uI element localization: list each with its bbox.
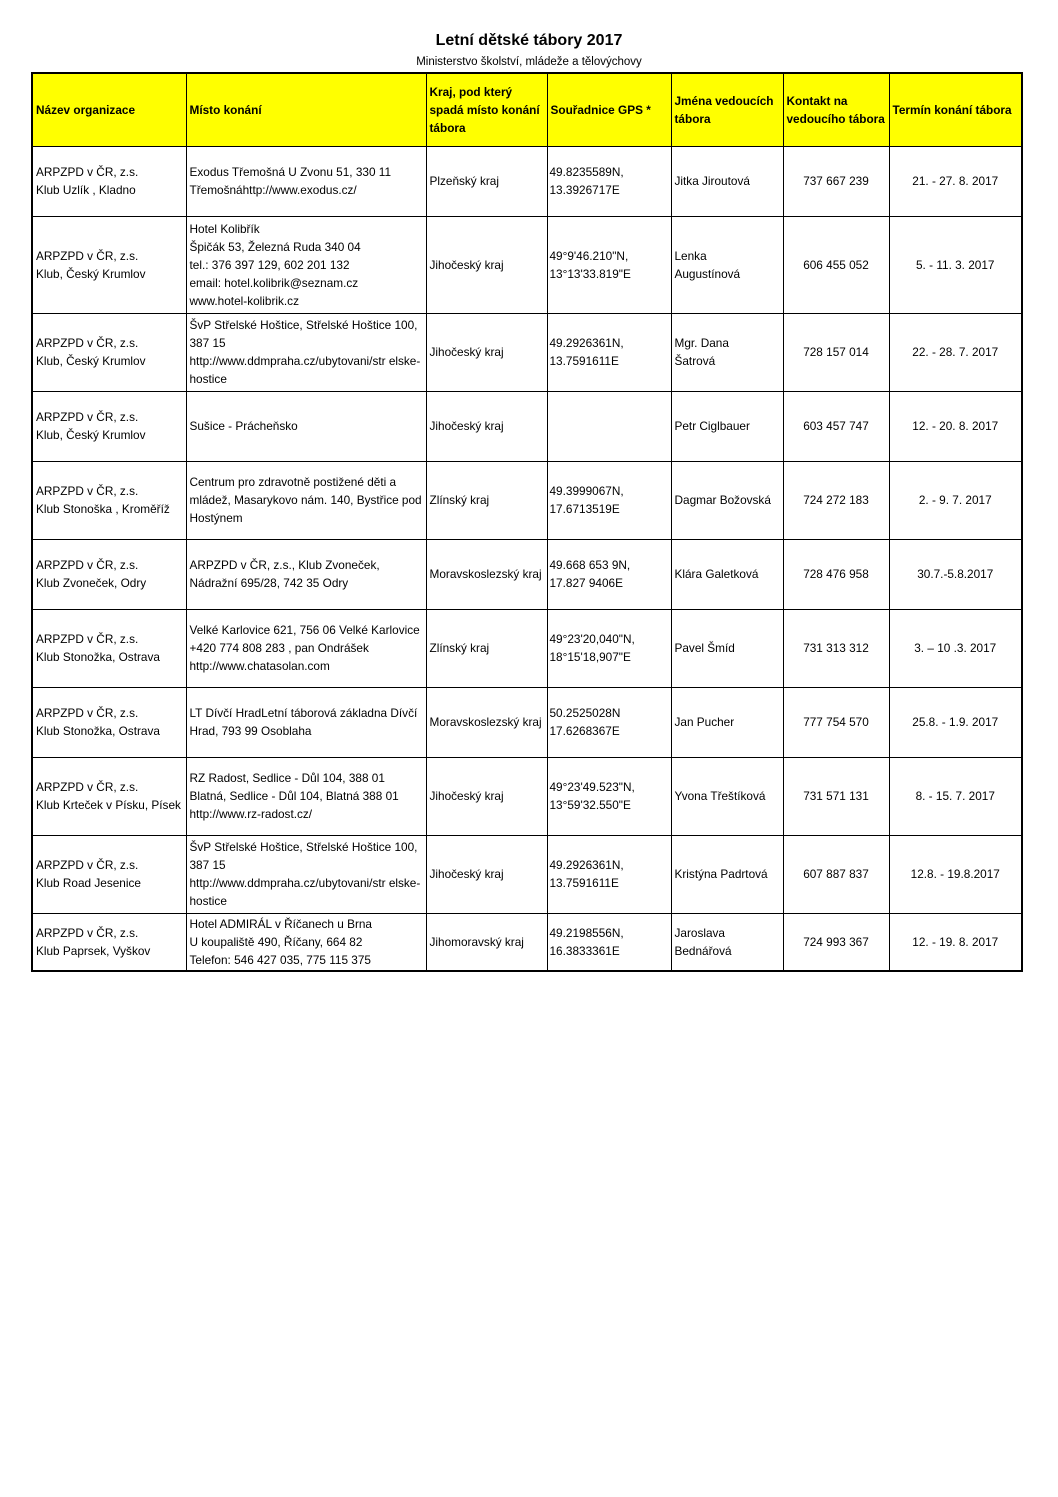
cell-leaders: Jaroslava Bednářová — [671, 913, 783, 971]
cell-leaders: Yvona Třeštíková — [671, 757, 783, 835]
cell-region: Jihočeský kraj — [426, 313, 547, 391]
cell-term: 3. – 10 .3. 2017 — [889, 609, 1022, 687]
cell-term: 25.8. - 1.9. 2017 — [889, 687, 1022, 757]
cell-place: Sušice - Prácheňsko — [186, 391, 426, 461]
cell-leaders: Jan Pucher — [671, 687, 783, 757]
cell-region: Jihočeský kraj — [426, 216, 547, 313]
cell-term: 12. - 20. 8. 2017 — [889, 391, 1022, 461]
table-row — [32, 216, 1022, 313]
header-gps: Souřadnice GPS * — [547, 73, 671, 146]
cell-contact: 731 571 131 — [783, 757, 889, 835]
cell-gps: 50.2525028N 17.6268367E — [547, 687, 671, 757]
cell-region: Jihočeský kraj — [426, 835, 547, 913]
cell-place: ŠvP Střelské Hoštice, Střelské Hoštice 100, 387 15 http://www.ddmpraha.cz/ubytovani/str elske-hostice — [186, 313, 426, 391]
cell-organization: ARPZPD v ČR, z.s. Klub, Český Krumlov — [32, 313, 186, 391]
table-row — [32, 391, 1022, 461]
document-subtitle: Ministerstvo školství, mládeže a tělovýchovy — [416, 56, 642, 68]
cell-gps: 49.2198556N, 16.3833361E — [547, 913, 671, 971]
cell-contact: 737 667 239 — [783, 146, 889, 216]
cell-contact: 606 455 052 — [783, 216, 889, 313]
cell-place: ARPZPD v ČR, z.s., Klub Zvoneček, Nádražní 695/28, 742 35 Odry — [186, 539, 426, 609]
cell-gps — [547, 391, 671, 461]
cell-organization: ARPZPD v ČR, z.s. Klub Stonožka, Ostrava — [32, 687, 186, 757]
cell-gps: 49.2926361N, 13.7591611E — [547, 835, 671, 913]
cell-gps: 49°9'46.210"N, 13°13'33.819"E — [547, 216, 671, 313]
table-row — [32, 913, 1022, 971]
cell-organization: ARPZPD v ČR, z.s. Klub Stonoška , Kroměříž — [32, 461, 186, 539]
table-row — [32, 146, 1022, 216]
table-row — [32, 757, 1022, 835]
cell-organization: ARPZPD v ČR, z.s. Klub Paprsek, Vyškov — [32, 913, 186, 971]
cell-leaders: Dagmar Božovská — [671, 461, 783, 539]
cell-contact: 607 887 837 — [783, 835, 889, 913]
cell-term: 22. - 28. 7. 2017 — [889, 313, 1022, 391]
cell-region: Zlínský kraj — [426, 461, 547, 539]
cell-place: Centrum pro zdravotně postižené děti a mládež, Masarykovo nám. 140, Bystřice pod Hostýnem — [186, 461, 426, 539]
cell-place: LT Dívčí HradLetní táborová základna Dívčí Hrad, 793 99 Osoblaha — [186, 687, 426, 757]
cell-contact: 724 272 183 — [783, 461, 889, 539]
table-header-row — [32, 73, 1022, 146]
table-row — [32, 835, 1022, 913]
cell-organization: ARPZPD v ČR, z.s. Klub, Český Krumlov — [32, 216, 186, 313]
cell-term: 5. - 11. 3. 2017 — [889, 216, 1022, 313]
cell-organization: ARPZPD v ČR, z.s. Klub Zvoneček, Odry — [32, 539, 186, 609]
cell-region: Zlínský kraj — [426, 609, 547, 687]
cell-contact: 724 993 367 — [783, 913, 889, 971]
cell-contact: 777 754 570 — [783, 687, 889, 757]
cell-place: Velké Karlovice 621, 756 06 Velké Karlovice +420 774 808 283 , pan Ondrášek http://www.chatasolan.com — [186, 609, 426, 687]
cell-organization: ARPZPD v ČR, z.s. Klub Stonožka, Ostrava — [32, 609, 186, 687]
cell-term: 8. - 15. 7. 2017 — [889, 757, 1022, 835]
cell-leaders: Petr Ciglbauer — [671, 391, 783, 461]
cell-gps: 49.668 653 9N, 17.827 9406E — [547, 539, 671, 609]
cell-region: Moravskoslezský kraj — [426, 539, 547, 609]
cell-place: RZ Radost, Sedlice - Důl 104, 388 01 Blatná, Sedlice - Důl 104, Blatná 388 01 http://www.rz-radost.cz/ — [186, 757, 426, 835]
cell-organization: ARPZPD v ČR, z.s. Klub Krteček v Písku, Písek — [32, 757, 186, 835]
cell-place: Hotel ADMIRÁL v Říčanech u Brna U koupaliště 490, Říčany, 664 82 Telefon: 546 427 035, 775 115 375 — [186, 913, 426, 971]
header-term: Termín konání tábora — [889, 73, 1022, 146]
cell-term: 30.7.-5.8.2017 — [889, 539, 1022, 609]
cell-region: Jihočeský kraj — [426, 391, 547, 461]
cell-region: Plzeňský kraj — [426, 146, 547, 216]
cell-leaders: Lenka Augustínová — [671, 216, 783, 313]
cell-term: 21. - 27. 8. 2017 — [889, 146, 1022, 216]
cell-place: ŠvP Střelské Hoštice, Střelské Hoštice 100, 387 15 http://www.ddmpraha.cz/ubytovani/str elske-hostice — [186, 835, 426, 913]
cell-gps: 49°23'49.523"N, 13°59'32.550"E — [547, 757, 671, 835]
cell-leaders: Klára Galetková — [671, 539, 783, 609]
cell-gps: 49°23'20,040"N, 18°15'18,907"E — [547, 609, 671, 687]
cell-region: Jihomoravský kraj — [426, 913, 547, 971]
table-row — [32, 609, 1022, 687]
cell-contact: 728 157 014 — [783, 313, 889, 391]
table-row — [32, 313, 1022, 391]
cell-term: 12.8. - 19.8.2017 — [889, 835, 1022, 913]
cell-place: Exodus Třemošná U Zvonu 51, 330 11 Třemošnáhttp://www.exodus.cz/ — [186, 146, 426, 216]
cell-contact: 728 476 958 — [783, 539, 889, 609]
cell-term: 12. - 19. 8. 2017 — [889, 913, 1022, 971]
table-row — [32, 687, 1022, 757]
cell-leaders: Kristýna Padrtová — [671, 835, 783, 913]
header-place: Místo konání — [186, 73, 426, 146]
cell-region: Jihočeský kraj — [426, 757, 547, 835]
cell-place: Hotel Kolibřík Špičák 53, Železná Ruda 340 04 tel.: 376 397 129, 602 201 132 email: hotel.kolibrik@seznam.cz www.hotel-kolibrik.cz — [186, 216, 426, 313]
header-contact: Kontakt na vedoucího tábora — [783, 73, 889, 146]
cell-leaders: Jitka Jiroutová — [671, 146, 783, 216]
cell-region: Moravskoslezský kraj — [426, 687, 547, 757]
table-row — [32, 539, 1022, 609]
document-title: Letní dětské tábory 2017 — [435, 32, 623, 49]
cell-organization: ARPZPD v ČR, z.s. Klub Uzlík , Kladno — [32, 146, 186, 216]
cell-organization: ARPZPD v ČR, z.s. Klub, Český Krumlov — [32, 391, 186, 461]
cell-contact: 603 457 747 — [783, 391, 889, 461]
header-region: Kraj, pod který spadá místo konání tábora — [426, 73, 547, 146]
camps-table — [31, 72, 1023, 972]
cell-contact: 731 313 312 — [783, 609, 889, 687]
cell-organization: ARPZPD v ČR, z.s. Klub Road Jesenice — [32, 835, 186, 913]
header-leaders: Jména vedoucích tábora — [671, 73, 783, 146]
cell-leaders: Mgr. Dana Šatrová — [671, 313, 783, 391]
header-organization: Název organizace — [32, 73, 186, 146]
table-body — [32, 146, 1022, 971]
cell-term: 2. - 9. 7. 2017 — [889, 461, 1022, 539]
cell-leaders: Pavel Šmíd — [671, 609, 783, 687]
cell-gps: 49.8235589N, 13.3926717E — [547, 146, 671, 216]
table-row — [32, 461, 1022, 539]
cell-gps: 49.3999067N, 17.6713519E — [547, 461, 671, 539]
cell-gps: 49.2926361N, 13.7591611E — [547, 313, 671, 391]
